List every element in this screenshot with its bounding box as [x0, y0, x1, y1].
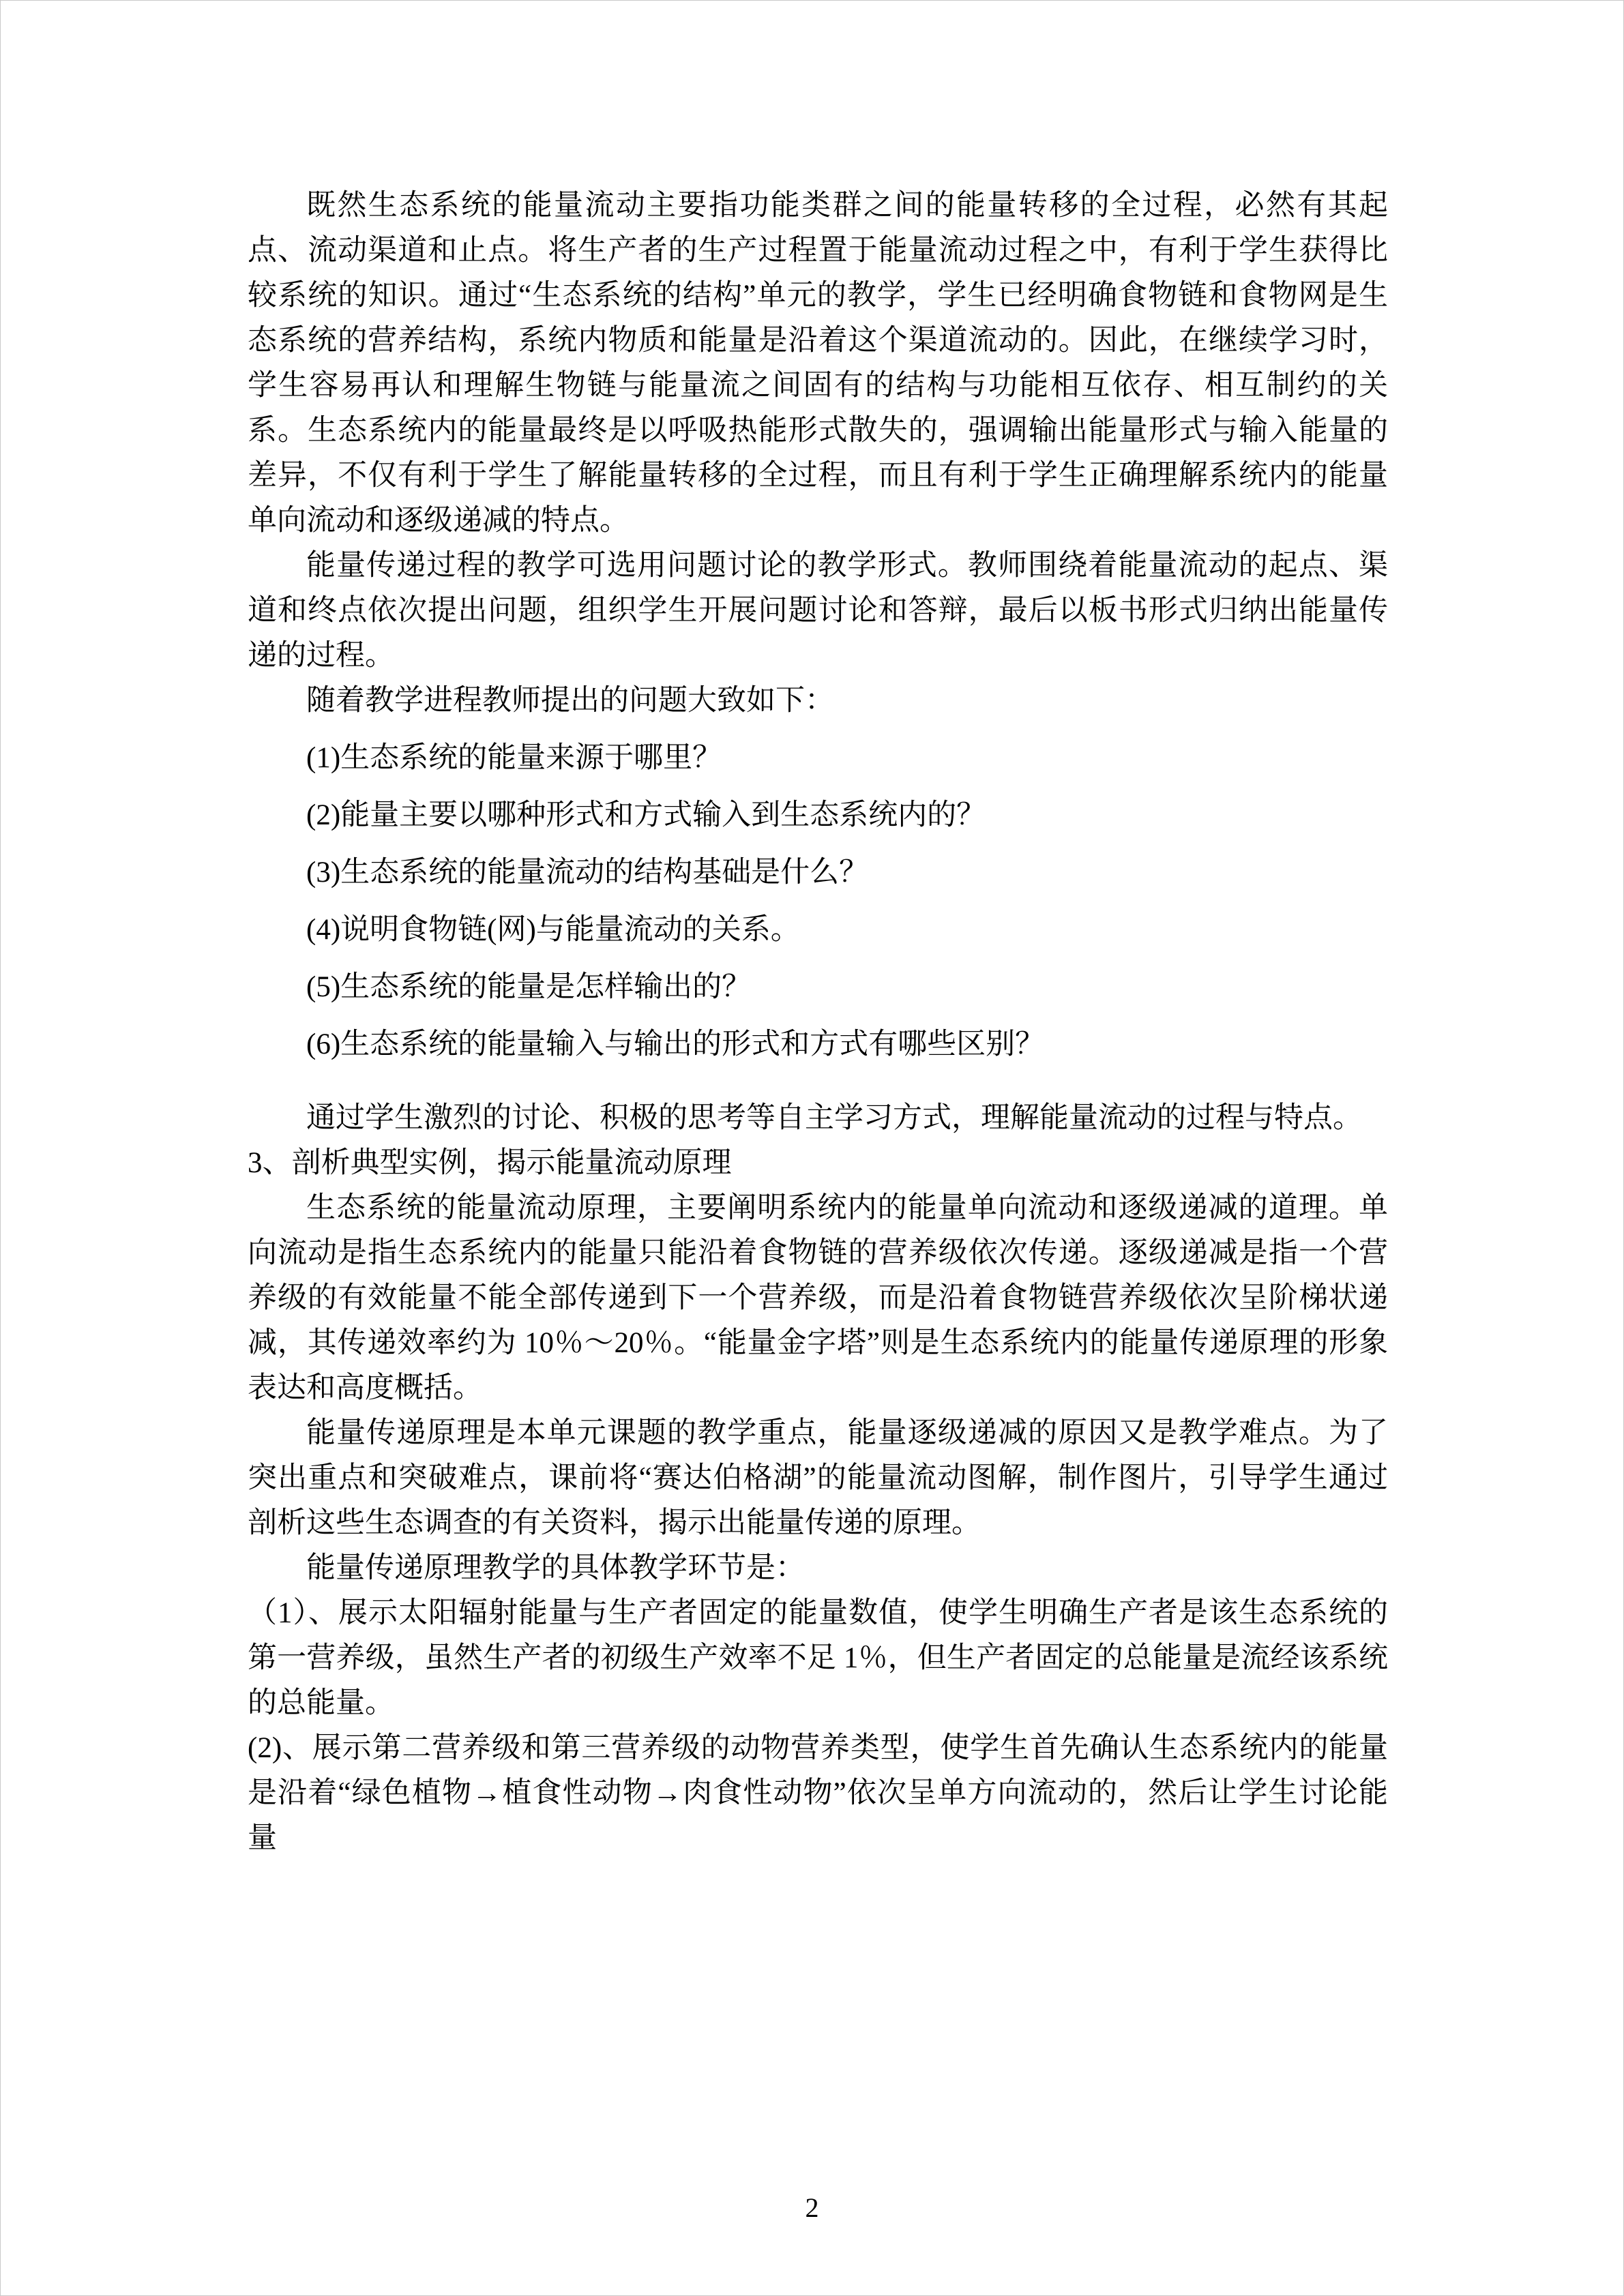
- teaching-step-1: （1）、展示太阳辐射能量与生产者固定的能量数值，使学生明确生产者是该生态系统的第一营养级，虽然生产者的初级生产效率不足 1％，但生产者固定的总能量是流经该系统的总能量。: [248, 1597, 1388, 1719]
- question-item-6: (6)生态系统的能量输入与输出的形式和方式有哪些区别？: [306, 1028, 1045, 1060]
- page-number: 2: [805, 2192, 819, 2223]
- question-item-2: (2)能量主要以哪种形式和方式输入到生态系统内的？: [306, 799, 986, 831]
- paragraph-discussion-summary: 通过学生激烈的讨论、积极的思考等自主学习方式，理解能量流动的过程与特点。: [306, 1102, 1362, 1134]
- section-heading-3: 3、剖析典型实例，揭示能量流动原理: [248, 1147, 732, 1179]
- question-item-1: (1)生态系统的能量来源于哪里？: [306, 742, 722, 774]
- paragraph-teaching-discussion-form: 能量传递过程的教学可选用问题讨论的教学形式。教师围绕着能量流动的起点、渠道和终点依次提出问题，组织学生开展问题讨论和答辩，最后以板书形式归纳出能量传递的过程。: [248, 550, 1388, 672]
- paragraph-teaching-steps-intro: 能量传递原理教学的具体教学环节是：: [306, 1552, 805, 1584]
- question-item-5: (5)生态系统的能量是怎样输出的？: [306, 971, 752, 1003]
- question-item-3: (3)生态系统的能量流动的结构基础是什么？: [306, 856, 869, 889]
- question-item-4: (4)说明食物链(网)与能量流动的关系。: [306, 914, 800, 946]
- teaching-step-2: (2)、展示第二营养级和第三营养级的动物营养类型，使学生首先确认生态系统内的能量是沿着“绿色植物→植食性动物→肉食性动物”依次呈单方向流动的，然后让学生讨论能量: [248, 1732, 1388, 1854]
- paragraph-teaching-key-points: 能量传递原理是本单元课题的教学重点，能量逐级递减的原因又是教学难点。为了突出重点和突破难点，课前将“赛达伯格湖”的能量流动图解，制作图片，引导学生通过剖析这些生态调查的有关资料，揭示出能量传递的原理。: [248, 1417, 1388, 1539]
- document-body: [248, 183, 1388, 1861]
- paragraph-energy-flow-overview: 既然生态系统的能量流动主要指功能类群之间的能量转移的全过程，必然有其起点、流动渠道和止点。将生产者的生产过程置于能量流动过程之中，有利于学生获得比较系统的知识。通过“生态系统的结构”单元的教学，学生已经明确食物链和食物网是生态系统的营养结构，系统内物质和能量是沿着这个渠道流动的。因此，在继续学习时，学生容易再认和理解生物链与能量流之间固有的结构与功能相互依存、相互制约的关系。生态系统内的能量最终是以呼吸热能形式散失的，强调输出能量形式与输入能量的差异，不仅有利于学生了解能量转移的全过程，而且有利于学生正确理解系统内的能量单向流动和逐级递减的特点。: [248, 190, 1388, 537]
- paragraph-questions-intro: 随着教学进程教师提出的问题大致如下：: [306, 685, 834, 717]
- paragraph-energy-flow-principle: 生态系统的能量流动原理，主要阐明系统内的能量单向流动和逐级递减的道理。单向流动是指生态系统内的能量只能沿着食物链的营养级依次传递。逐级递减是指一个营养级的有效能量不能全部传递到下一个营养级，而是沿着食物链营养级依次呈阶梯状递减，其传递效率约为 10％～20％。“能量金字塔”则是生态系统内的能量传递原理的形象表达和高度概括。: [248, 1192, 1388, 1404]
